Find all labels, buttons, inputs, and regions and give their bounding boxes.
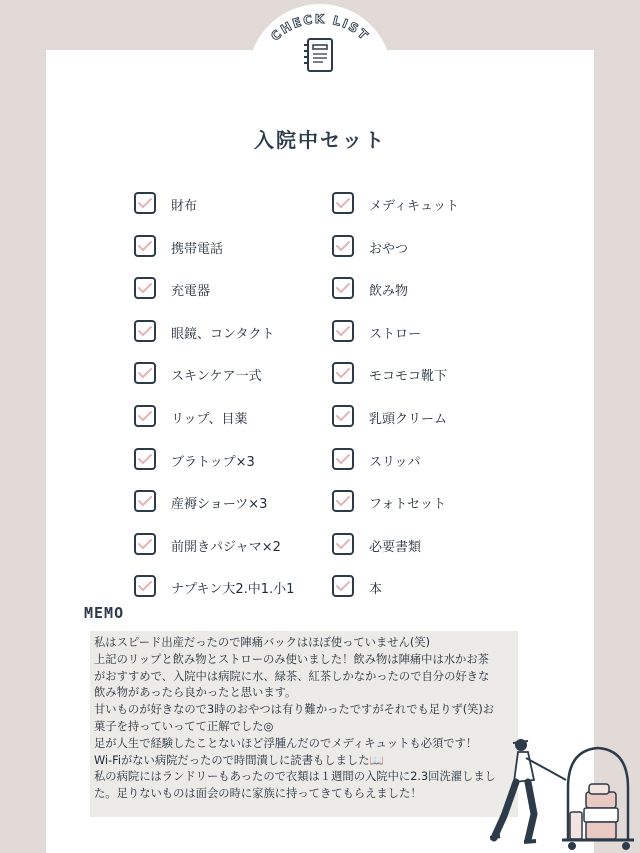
checklist-item-label: 前開きパジャマ×2	[171, 539, 281, 555]
memo-line: た。足りないものは面会の時に家族に持ってきてもらえました！	[94, 787, 422, 801]
checkbox-checked-icon[interactable]	[134, 362, 156, 384]
checklist-item-label: ブラトップ×3	[171, 454, 255, 470]
checkbox-checked-icon[interactable]	[332, 235, 354, 257]
checklist-item-label: 本	[369, 582, 383, 598]
checklist-item-label: 眼鏡、コンタクト	[171, 326, 275, 342]
checklist-item[interactable]	[332, 446, 532, 474]
checklist-item-label: 産褥ショーツ×3	[171, 497, 268, 513]
memo-line: がおすすめで、入院中は病院に水、緑茶、紅茶しかなかったので自分の好きな	[94, 669, 490, 683]
tab-label-text: CHECK LIST	[268, 11, 372, 44]
person-with-luggage-cart-illustration	[490, 728, 640, 853]
checklist-item-label: ストロー	[369, 326, 422, 342]
checklist-item[interactable]	[332, 233, 532, 261]
checkbox-checked-icon[interactable]	[134, 575, 156, 597]
checklist-item-label: リップ、目薬	[171, 412, 248, 427]
checklist-item[interactable]	[134, 233, 334, 261]
checklist-item[interactable]	[134, 573, 334, 601]
memo-line: 私はスピード出産だったので陣痛バックはほぼ使っていません(笑)	[94, 636, 430, 649]
checklist-item[interactable]	[134, 275, 334, 303]
checklist-item[interactable]	[332, 318, 532, 346]
checkbox-checked-icon[interactable]	[134, 235, 156, 257]
page-title: 入院中セット	[254, 128, 386, 152]
checklist-item[interactable]	[134, 318, 334, 346]
memo-line: Wi-Fiがない病院だったので時間潰しに読書もしました📖	[94, 753, 384, 767]
checkbox-checked-icon[interactable]	[134, 490, 156, 512]
checkbox-checked-icon[interactable]	[134, 448, 156, 470]
notebook-icon	[302, 36, 336, 74]
checklist-item[interactable]	[134, 446, 334, 474]
checklist-item-label: 財布	[171, 199, 198, 214]
checklist-item-label: メディキュット	[369, 199, 459, 214]
memo-title: MEMO	[84, 604, 125, 622]
checklist-item-label: 充電器	[171, 284, 211, 300]
memo-line: 足が人生で経験したことないほど浮腫んだのでメディキュットも必須です！	[94, 736, 478, 750]
checkbox-checked-icon[interactable]	[134, 405, 156, 427]
checkbox-checked-icon[interactable]	[332, 405, 354, 427]
memo-line: 上記のリップと飲み物とストローのみ使いました！飲み物は陣痛中は水かお茶	[94, 652, 489, 666]
checklist-item[interactable]	[332, 531, 532, 559]
checkbox-checked-icon[interactable]	[332, 575, 354, 597]
checklist-item[interactable]	[332, 190, 532, 218]
checklist-item[interactable]	[134, 190, 334, 218]
checkbox-checked-icon[interactable]	[332, 277, 354, 299]
checklist-item-label: スキンケア一式	[171, 369, 262, 385]
checklist-item-label: 携帯電話	[171, 241, 224, 257]
memo-text	[94, 635, 518, 803]
checklist-item-label: おやつ	[369, 241, 409, 257]
checkbox-checked-icon[interactable]	[332, 362, 354, 384]
checkbox-checked-icon[interactable]	[332, 490, 354, 512]
checklist-item[interactable]	[134, 488, 334, 516]
checklist-item-label: モコモコ靴下	[369, 369, 448, 385]
checklist-item[interactable]	[332, 275, 532, 303]
checkbox-checked-icon[interactable]	[332, 320, 354, 342]
checklist-item-label: ナプキン大2.中1.小1	[171, 582, 295, 598]
checkbox-checked-icon[interactable]	[332, 533, 354, 555]
checklist-item[interactable]	[134, 360, 334, 388]
checklist-item-label: 飲み物	[369, 284, 409, 300]
checkbox-checked-icon[interactable]	[134, 533, 156, 555]
memo-line: 飲み物があったら良かったと思います。	[94, 686, 297, 700]
checklist-item[interactable]	[332, 488, 532, 516]
checkbox-checked-icon[interactable]	[332, 192, 354, 214]
checklist-item[interactable]	[332, 573, 532, 601]
checklist-item-label: 必要書類	[369, 539, 422, 555]
memo-line: 菓子を持っていってて正解でした◎	[94, 719, 274, 733]
checklist-item[interactable]	[134, 403, 334, 431]
checkbox-checked-icon[interactable]	[134, 192, 156, 214]
memo-line: 私の病院にはランドリーもあったので衣類は１週間の入院中に2.3回洗濯しまし	[94, 770, 496, 784]
checklist-item[interactable]	[332, 360, 532, 388]
checkbox-checked-icon[interactable]	[134, 277, 156, 299]
checklist-item[interactable]	[134, 531, 334, 559]
checklist-item-label: フォトセット	[369, 497, 446, 513]
checklist-item[interactable]	[332, 403, 532, 431]
checklist-item-label: 乳頭クリーム	[369, 412, 448, 427]
checklist-item-label: スリッパ	[369, 454, 421, 470]
checkbox-checked-icon[interactable]	[134, 320, 156, 342]
memo-line: 甘いものが好きなので3時のおやつは有り難かったですがそれでも足りず(笑)お	[94, 703, 495, 717]
checkbox-checked-icon[interactable]	[332, 448, 354, 470]
